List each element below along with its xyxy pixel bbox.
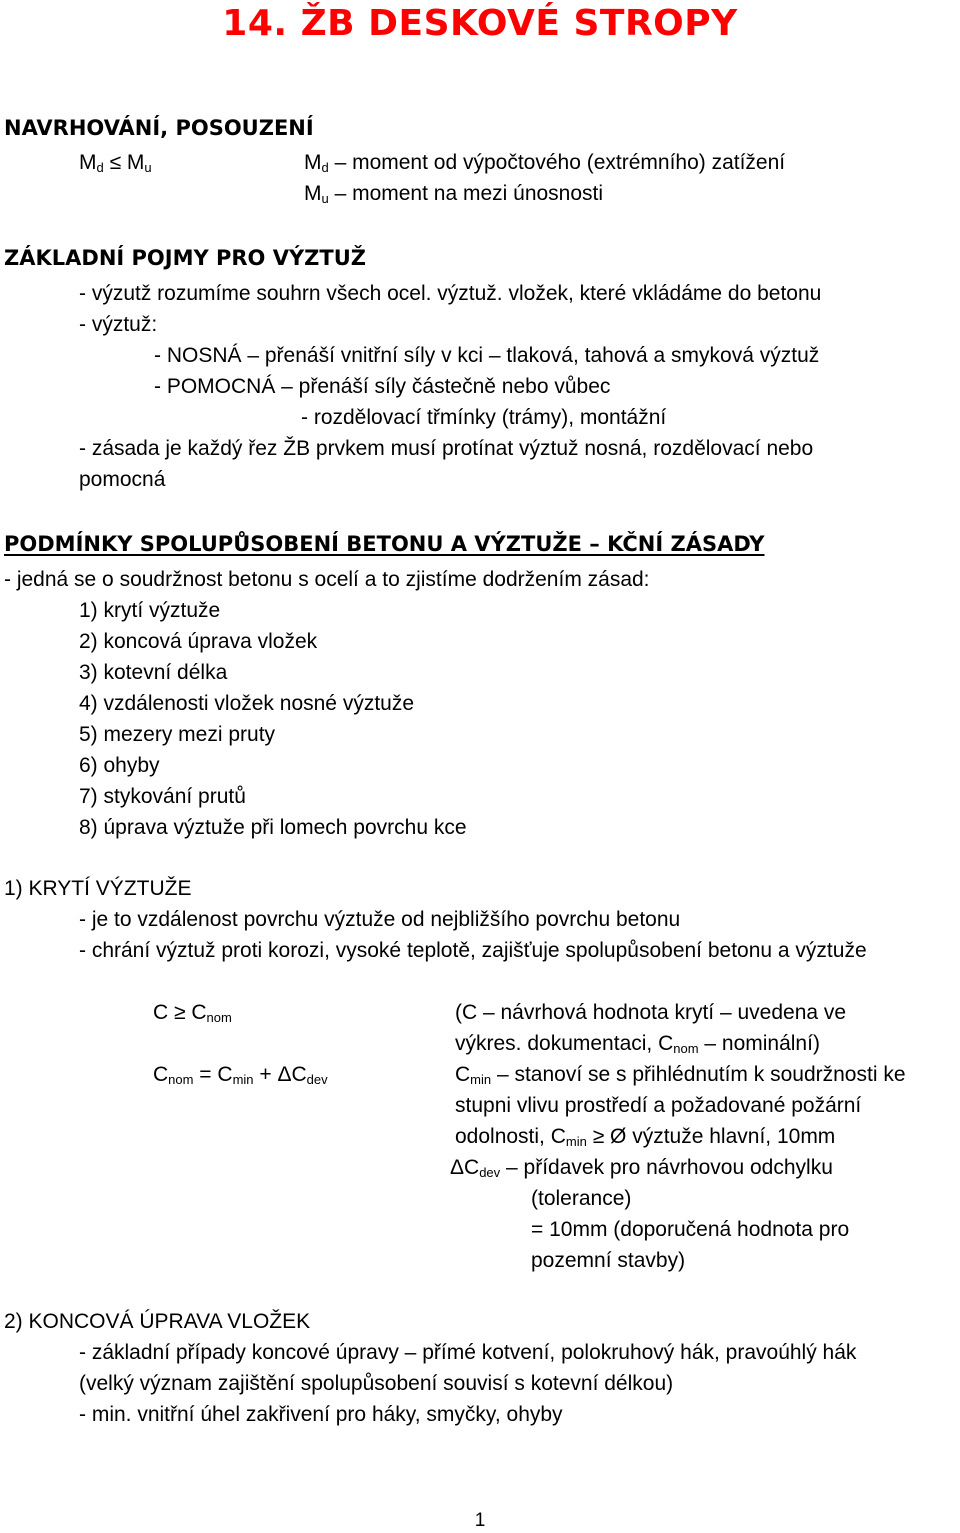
text-line: - je to vzdálenost povrchu výztuže od nejbližšího povrchu betonu — [79, 908, 681, 931]
explanation-line: = 10mm (doporučená hodnota pro — [531, 1218, 850, 1241]
list-item: 4) vzdálenosti vložek nosné výztuže — [79, 692, 415, 715]
heading-navrhovani: NAVRHOVÁNÍ, POSOUZENÍ — [4, 116, 314, 140]
heading-kryti-vyztuze: 1) KRYTÍ VÝZTUŽE — [4, 877, 192, 900]
list-item: 2) koncová úprava vložek — [79, 630, 318, 653]
list-item: 5) mezery mezi pruty — [79, 723, 276, 746]
text-line: - POMOCNÁ – přenáší síly částečně nebo vůbec — [154, 375, 611, 398]
explanation-line: $C_{min}$ – stanoví se s přihlédnutím k soudržnosti ke — [455, 1063, 906, 1087]
definition-md: $M_d$ – moment od výpočtového (extrémního) zatížení — [304, 151, 786, 175]
text-line: - min. vnitřní úhel zakřivení pro háky, smyčky, ohyby — [79, 1403, 563, 1426]
text-line: - rozdělovací třmínky (trámy), montážní — [301, 406, 667, 429]
formula-cnom: $C_{nom} = C_{min} + \Delta C_{dev}$ — [153, 1063, 328, 1087]
list-item: 3) kotevní délka — [79, 661, 228, 684]
heading-zakladni-pojmy: ZÁKLADNÍ POJMY PRO VÝZTUŽ — [4, 246, 367, 270]
explanation-line: výkres. dokumentaci, $C_{nom}$ – nominální) — [455, 1032, 820, 1056]
page-number: 1 — [474, 1510, 486, 1531]
text-line: - NOSNÁ – přenáší vnitřní síly v kci – tlaková, tahová a smyková výztuž — [154, 344, 820, 367]
formula-c-cnom: $C \ge C_{nom}$ — [153, 1001, 232, 1025]
list-item: 7) stykování prutů — [79, 785, 246, 808]
list-item: 6) ohyby — [79, 754, 160, 777]
definition-mu: $M_u$ – moment na mezi únosnosti — [304, 182, 604, 206]
explanation-line: stupni vlivu prostředí a požadované požární — [455, 1094, 862, 1117]
list-item: 8) úprava výztuže při lomech povrchu kce — [79, 816, 467, 839]
condition-formula: $M_d \le M_u$ — [79, 151, 152, 175]
text-line: - výzutž rozumíme souhrn všech ocel. výztuž. vložek, které vkládáme do betonu — [79, 282, 822, 305]
text-line: - výztuž: — [79, 313, 158, 336]
heading-podminky: PODMÍNKY SPOLUPŮSOBENÍ BETONU A VÝZTUŽE – KČNÍ ZÁSADY — [4, 532, 765, 556]
explanation-line: (C – návrhová hodnota krytí – uvedena ve — [455, 1001, 847, 1024]
explanation-line: (tolerance) — [531, 1187, 632, 1210]
heading-koncova-uprava: 2) KONCOVÁ ÚPRAVA VLOŽEK — [4, 1310, 311, 1333]
list-item: 1) krytí výztuže — [79, 599, 221, 622]
text-line: - zásada je každý řez ŽB prvkem musí protínat výztuž nosná, rozdělovací nebo — [79, 437, 814, 460]
explanation-line: pozemní stavby) — [531, 1249, 686, 1272]
page-title: 14. ŽB DESKOVÉ STROPY — [222, 3, 738, 44]
text-line: (velký význam zajištění spolupůsobení souvisí s kotevní délkou) — [79, 1372, 674, 1395]
explanation-line: odolnosti, $C_{min}$ ≥ Ø výztuže hlavní, 10mm — [455, 1125, 836, 1149]
text-line: - základní případy koncové úpravy – přímé kotvení, polokruhový hák, pravoúhlý hák — [79, 1341, 857, 1364]
explanation-line: $\Delta C_{dev}$ – přídavek pro návrhovou odchylku — [450, 1156, 833, 1180]
text-line: - chrání výztuž proti korozi, vysoké teplotě, zajišťuje spolupůsobení betonu a výztuže — [79, 939, 867, 962]
text-line: pomocná — [79, 468, 166, 491]
text-line: - jedná se o soudržnost betonu s ocelí a to zjistíme dodržením zásad: — [4, 568, 650, 591]
